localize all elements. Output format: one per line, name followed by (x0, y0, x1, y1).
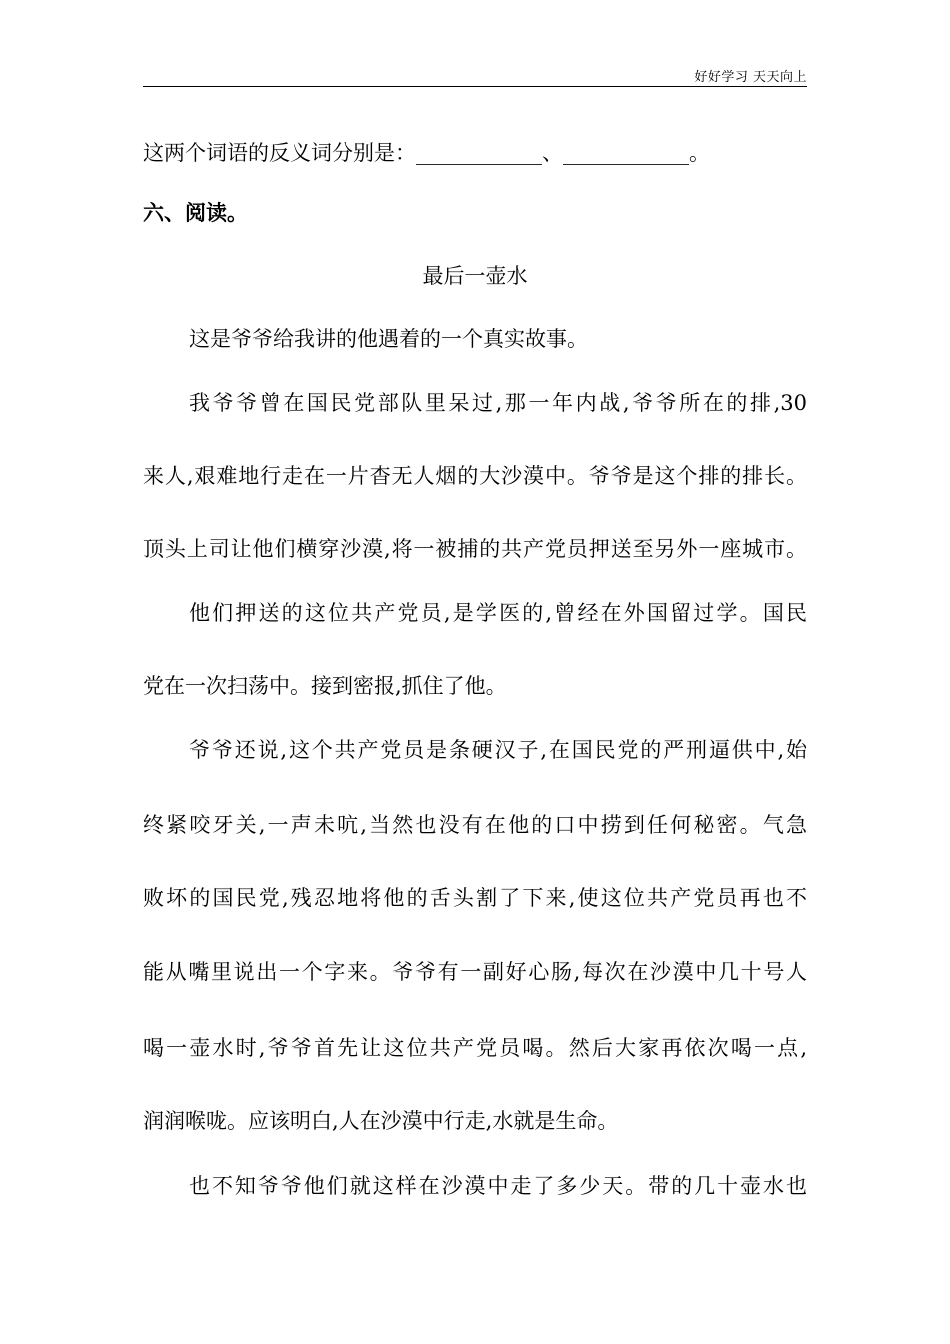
paragraph-line: 来人,艰难地行走在一片杳无人烟的大沙漠中。爷爷是这个排的排长。 (143, 464, 807, 488)
fill-in-question: 这两个词语的反义词分别是：____________、____________。 (143, 141, 710, 165)
paragraph-line: 喝一壶水时,爷爷首先让这位共产党员喝。然后大家再依次喝一点, (143, 1036, 807, 1060)
paragraph-line: 党在一次扫荡中。接到密报,抓住了他。 (143, 674, 507, 698)
article-title: 最后一壶水 (422, 264, 528, 288)
paragraph-line: 这是爷爷给我讲的他遇着的一个真实故事。 (189, 327, 588, 351)
paragraph-line: 也不知爷爷他们就这样在沙漠中走了多少天。带的几十壶水也 (189, 1174, 807, 1198)
paragraph-line: 爷爷还说,这个共产党员是条硬汉子,在国民党的严刑逼供中,始 (189, 738, 807, 762)
header-motto: 好好学习 天天向上 (694, 70, 807, 85)
header-divider (143, 86, 807, 87)
paragraph-line: 他们押送的这位共产党员,是学医的,曾经在外国留过学。国民 (189, 601, 807, 625)
paragraph-line: 终紧咬牙关,一声未吭,当然也没有在他的口中捞到任何秘密。气急 (143, 813, 807, 837)
paragraph-line: 败坏的国民党,残忍地将他的舌头割了下来,使这位共产党员再也不 (143, 886, 807, 910)
paragraph-line: 我爷爷曾在国民党部队里呆过,那一年内战,爷爷所在的排,30 (189, 391, 807, 415)
section-heading: 六、阅读。 (143, 200, 248, 225)
paragraph-line: 润润喉咙。应该明白,人在沙漠中行走,水就是生命。 (143, 1109, 619, 1133)
paragraph-line: 能从嘴里说出一个字来。爷爷有一副好心肠,每次在沙漠中几十号人 (143, 960, 807, 984)
paragraph-line: 顶头上司让他们横穿沙漠,将一被捕的共产党员押送至另外一座城市。 (143, 537, 807, 561)
